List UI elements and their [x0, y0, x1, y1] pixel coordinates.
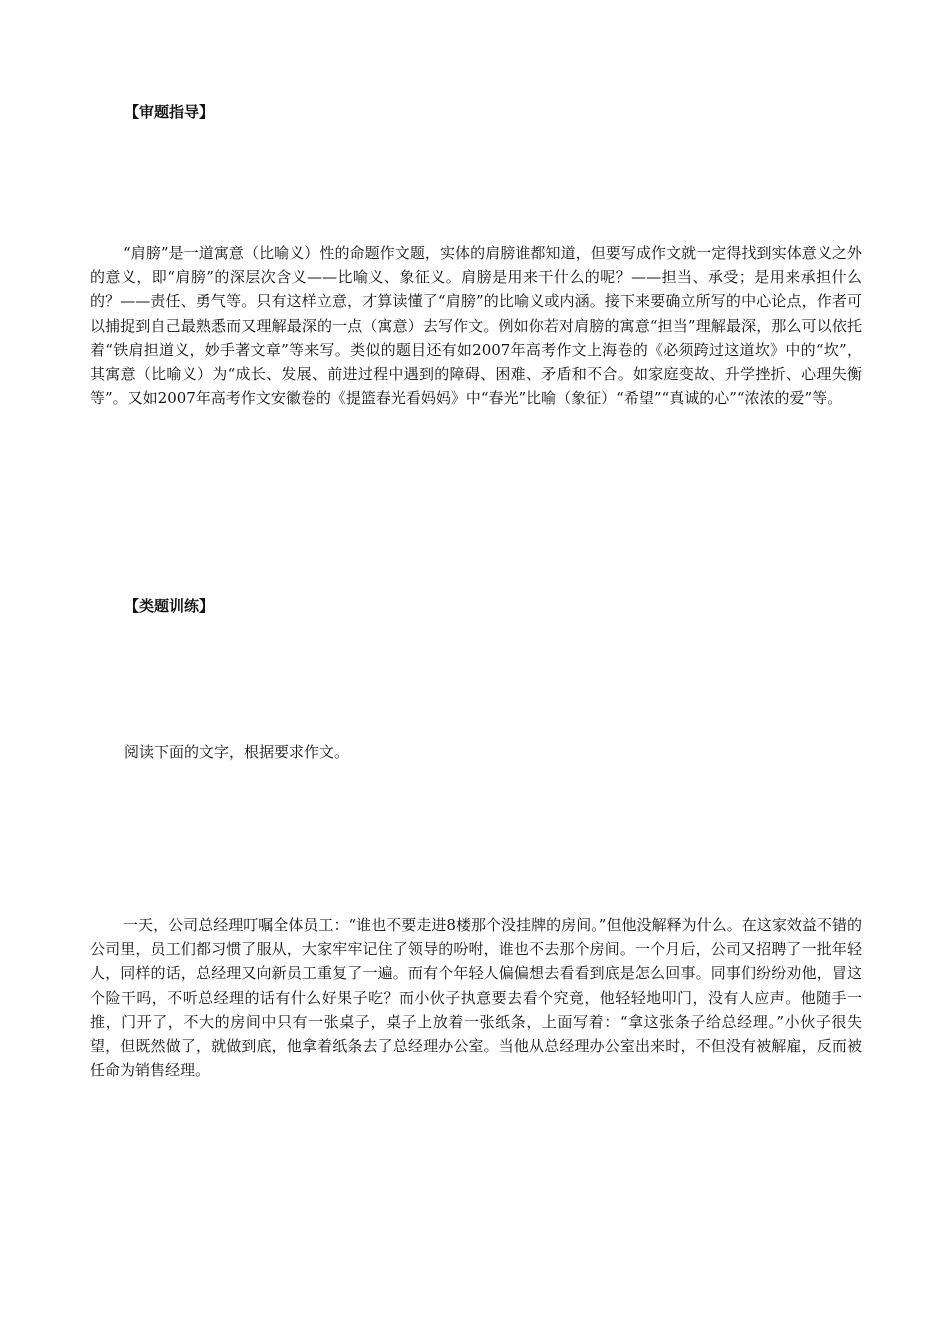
- practice-heading: 【类题训练】: [124, 597, 215, 615]
- guidance-paragraph: “肩膀”是一道寓意（比喻义）性的命题作文题，实体的肩膀谁都知道，但要写成作文就一定得找到实体意义之外的意义，即“肩膀”的深层次含义——比喻义、象征义。肩膀是用来干什么的呢？——担当、承受；是用来承担什么的？——责任、勇气等。只有这样立意，才算读懂了“肩膀”的比喻义或内涵。接下来要确立所写的中心论点，作者可以捕捉到自己最熟悉而又理解最深的一点（寓意）去写作文。例如你若对肩膀的寓意“担当”理解最深，那么可以依托着“铁肩担道义，妙手著文章”等来写。类似的题目还有如2007年高考作文上海卷的《必须跨过这道坎》中的“坎”，其寓意（比喻义）为“成长、发展、前进过程中遇到的障碍、困难、矛盾和不合。如家庭变故、升学挫折、心理失衡等”。又如2007年高考作文安徽卷的《提篮春光看妈妈》中“春光”比喻（象征）“希望”“真诚的心”“浓浓的爱”等。: [90, 244, 862, 408]
- practice-intro: 阅读下面的文字，根据要求作文。: [124, 743, 350, 761]
- guidance-heading: 【审题指导】: [124, 103, 215, 121]
- story-paragraph: 一天，公司总经理叮嘱全体员工：“谁也不要走进8楼那个没挂牌的房间。”但他没解释为什么。在这家效益不错的公司里，员工们都习惯了服从，大家牢牢记住了领导的吩咐，谁也不去那个房间。一个月后，公司又招聘了一批年轻人，同样的话，总经理又向新员工重复了一遍。而有个年轻人偏偏想去看看到底是怎么回事。同事们纷纷劝他，冒这个险干吗，不听总经理的话有什么好果子吃？而小伙子执意要去看个究竟，他轻轻地叩门，没有人应声。他随手一推，门开了，不大的房间中只有一张桌子，桌子上放着一张纸条，上面写着：“拿这张条子给总经理。”小伙子很失望，但既然做了，就做到底，他拿着纸条去了总经理办公室。当他从总经理办公室出来时，不但没有被解雇，反而被任命为销售经理。: [90, 916, 862, 1080]
